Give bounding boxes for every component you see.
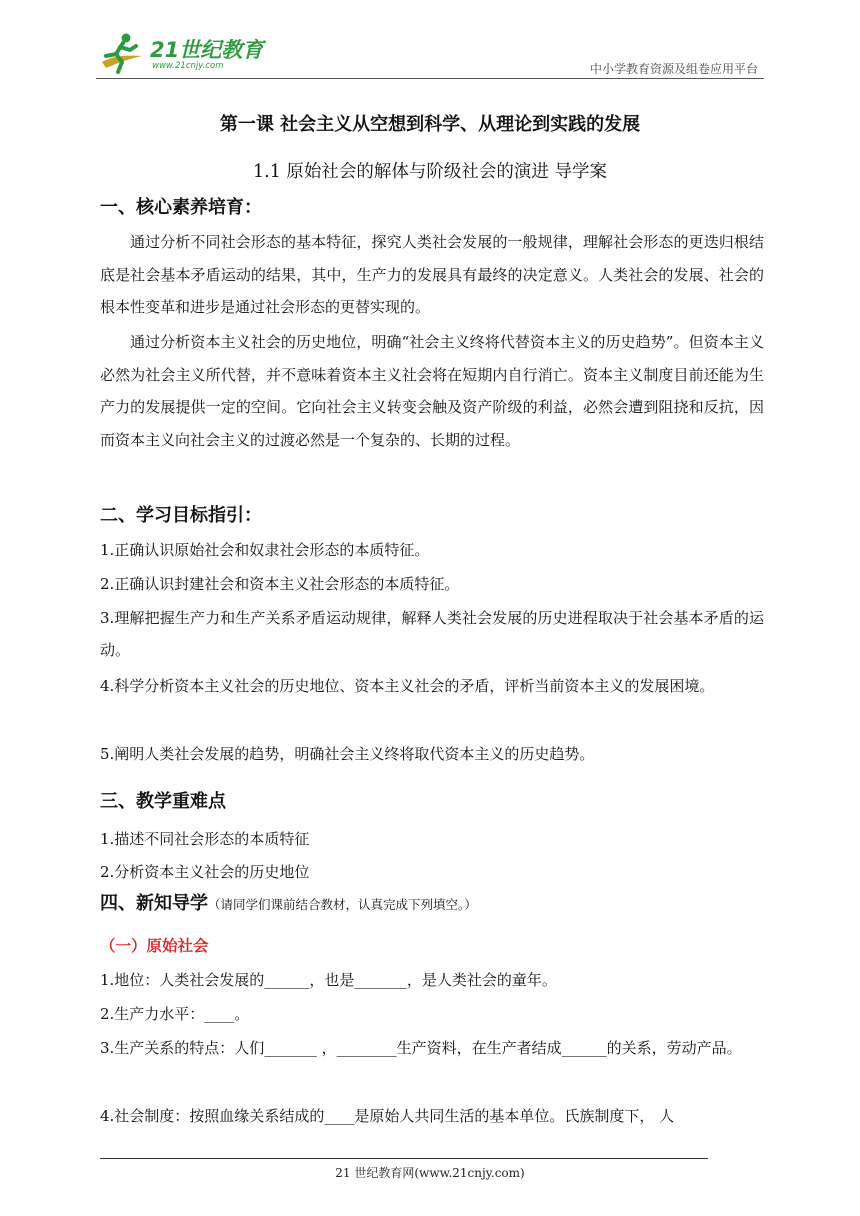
- runner-logo-icon: [96, 32, 148, 76]
- fill-blank-item: 4.社会制度：按照血缘关系结成的____是原始人共同生活的基本单位。氏族制度下， 人: [100, 1107, 675, 1125]
- fill-blank-item: 2.生产力水平：____。: [100, 1005, 250, 1023]
- footer-text: 21 世纪教育网(www.21cnjy.com): [335, 1166, 525, 1180]
- fill-blank-item: 3.生产关系的特点：人们_______ ，________生产资料，在生产者结成______的关系，劳动产品。: [100, 1039, 742, 1057]
- section-note: （请同学们课前结合教材，认真完成下列填空。）: [208, 897, 477, 912]
- list-item: 1.正确认识原始社会和奴隶社会形态的本质特征。: [100, 541, 430, 559]
- list-item: 3.理解把握生产力和生产关系矛盾运动规律，解释人类社会发展的历史进程取决于社会基本矛盾的运动。: [100, 609, 764, 659]
- list-item: 4.科学分析资本主义社会的历史地位、资本主义社会的矛盾，评析当前资本主义的发展困境。: [100, 677, 715, 695]
- list-item: 1.描述不同社会形态的本质特征: [100, 830, 310, 848]
- page-header: [96, 30, 764, 78]
- logo-url: www.21cnjy.com: [152, 61, 224, 71]
- section-heading-literacy: 一、核心素养培育：: [100, 197, 262, 218]
- paragraph: 通过分析资本主义社会的历史地位，明确“社会主义终将代替资本主义的历史趋势”。但资本主义必然为社会主义所代替，并不意味着资本主义社会将在短期内自行消亡。资本主义制度目前还能为生产力的发展提供一定的空间。它向社会主义转变会触及资产阶级的利益，必然会遭到阻挠和反抗，因而资本主义向社会主义的过渡必然是一个复杂的、长期的过程。: [100, 333, 764, 449]
- logo: [96, 30, 266, 78]
- lesson-subtitle: 1.1 原始社会的解体与阶级社会的演进 导学案: [253, 162, 607, 182]
- paragraph: 通过分析不同社会形态的基本特征，探究人类社会发展的一般规律，理解社会形态的更迭归根结底是社会基本矛盾运动的结果，其中，生产力的发展具有最终的决定意义。人类社会的发展、社会的根本性变革和进步是通过社会形态的更替实现的。: [100, 233, 764, 316]
- section-heading-text: 四、新知导学: [100, 893, 208, 914]
- section-heading-key-points: 三、教学重难点: [100, 791, 226, 812]
- logo-text: 21世纪教育: [150, 38, 264, 62]
- section-heading-goals: 二、学习目标指引：: [100, 505, 262, 526]
- list-item: 2.分析资本主义社会的历史地位: [100, 863, 310, 881]
- list-item: 5.阐明人类社会发展的趋势，明确社会主义终将取代资本主义的历史趋势。: [100, 745, 595, 763]
- fill-blank-item: 1.地位：人类社会发展的______，也是_______，是人类社会的童年。: [100, 971, 557, 989]
- list-item: 2.正确认识封建社会和资本主义社会形态的本质特征。: [100, 575, 460, 593]
- footer-divider: [100, 1158, 708, 1159]
- lesson-title: 第一课 社会主义从空想到科学、从理论到实践的发展: [219, 114, 641, 135]
- subsection-primitive-society: （一）原始社会: [100, 937, 209, 955]
- platform-name: 中小学教育资源及组卷应用平台: [589, 62, 758, 76]
- section-heading-new-knowledge: [100, 889, 477, 915]
- header-divider: [96, 78, 764, 79]
